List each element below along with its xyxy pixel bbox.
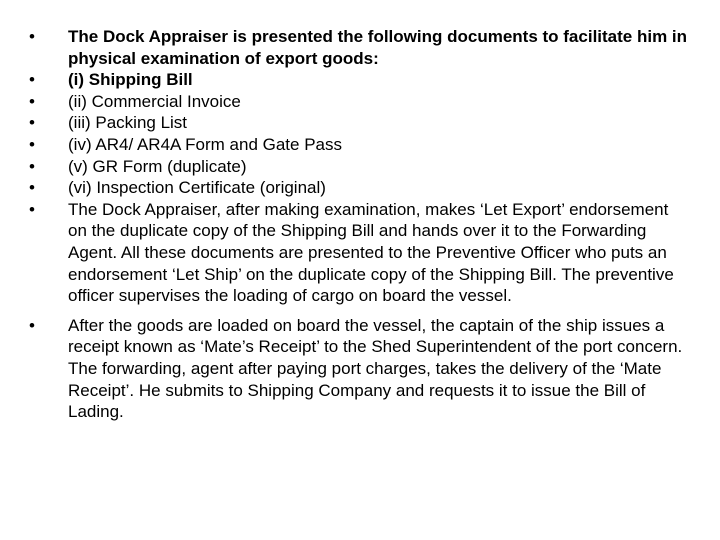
bullet-item-mates-receipt <box>22 315 690 423</box>
bullet-text: (i) Shipping Bill <box>68 70 193 90</box>
bullet-icon: • <box>29 199 35 219</box>
bullet-text: (ii) Commercial Invoice <box>68 91 241 111</box>
bullet-text: (iv) AR4/ AR4A Form and Gate Pass <box>68 134 343 154</box>
bullet-icon: • <box>29 134 35 154</box>
bullet-item-gr-form <box>22 156 690 178</box>
bullet-item-shipping-bill <box>22 69 690 91</box>
bullet-item-let-export <box>22 199 690 307</box>
bullet-icon: • <box>29 178 35 198</box>
bullet-text: (v) GR Form (duplicate) <box>68 156 247 176</box>
bullet-item-inspection-certificate <box>22 177 690 199</box>
bullet-list <box>22 26 690 423</box>
bullet-icon: • <box>29 315 35 335</box>
bullet-item-dock-appraiser-intro <box>22 26 690 69</box>
bullet-text: (vi) Inspection Certificate (original) <box>68 178 326 198</box>
bullet-item-ar4-form <box>22 134 690 156</box>
bullet-icon: • <box>29 27 35 46</box>
bullet-text: The Dock Appraiser is presented the following documents to facilitate him in physical examination of export goods: <box>68 27 688 68</box>
bullet-icon: • <box>29 156 35 176</box>
bullet-text: After the goods are loaded on board the vessel, the captain of the ship issues a receipt known as ‘Mate’s Receipt’ to the Shed Superintendent of the port concern. The forwarding, agent after paying port charges, takes the delivery of the ‘Mate Receipt’. He submits to Shipping Company and requests it to issue the Bill of Lading. <box>68 315 683 422</box>
bullet-icon: • <box>29 113 35 133</box>
bullet-icon: • <box>29 70 35 90</box>
bullet-text: The Dock Appraiser, after making examination, makes ‘Let Export’ endorsement on the duplicate copy of the Shipping Bill and hands over it to the Forwarding Agent. All these documents are presented to the Preventive Officer who puts an endorsement ‘Let Ship’ on the duplicate copy of the Shipping Bill. The preventive officer supervises the loading of cargo on board the vessel. <box>68 199 674 306</box>
bullet-text: (iii) Packing List <box>68 113 188 133</box>
bullet-item-packing-list <box>22 112 690 134</box>
bullet-item-commercial-invoice <box>22 91 690 113</box>
bullet-icon: • <box>29 91 35 111</box>
